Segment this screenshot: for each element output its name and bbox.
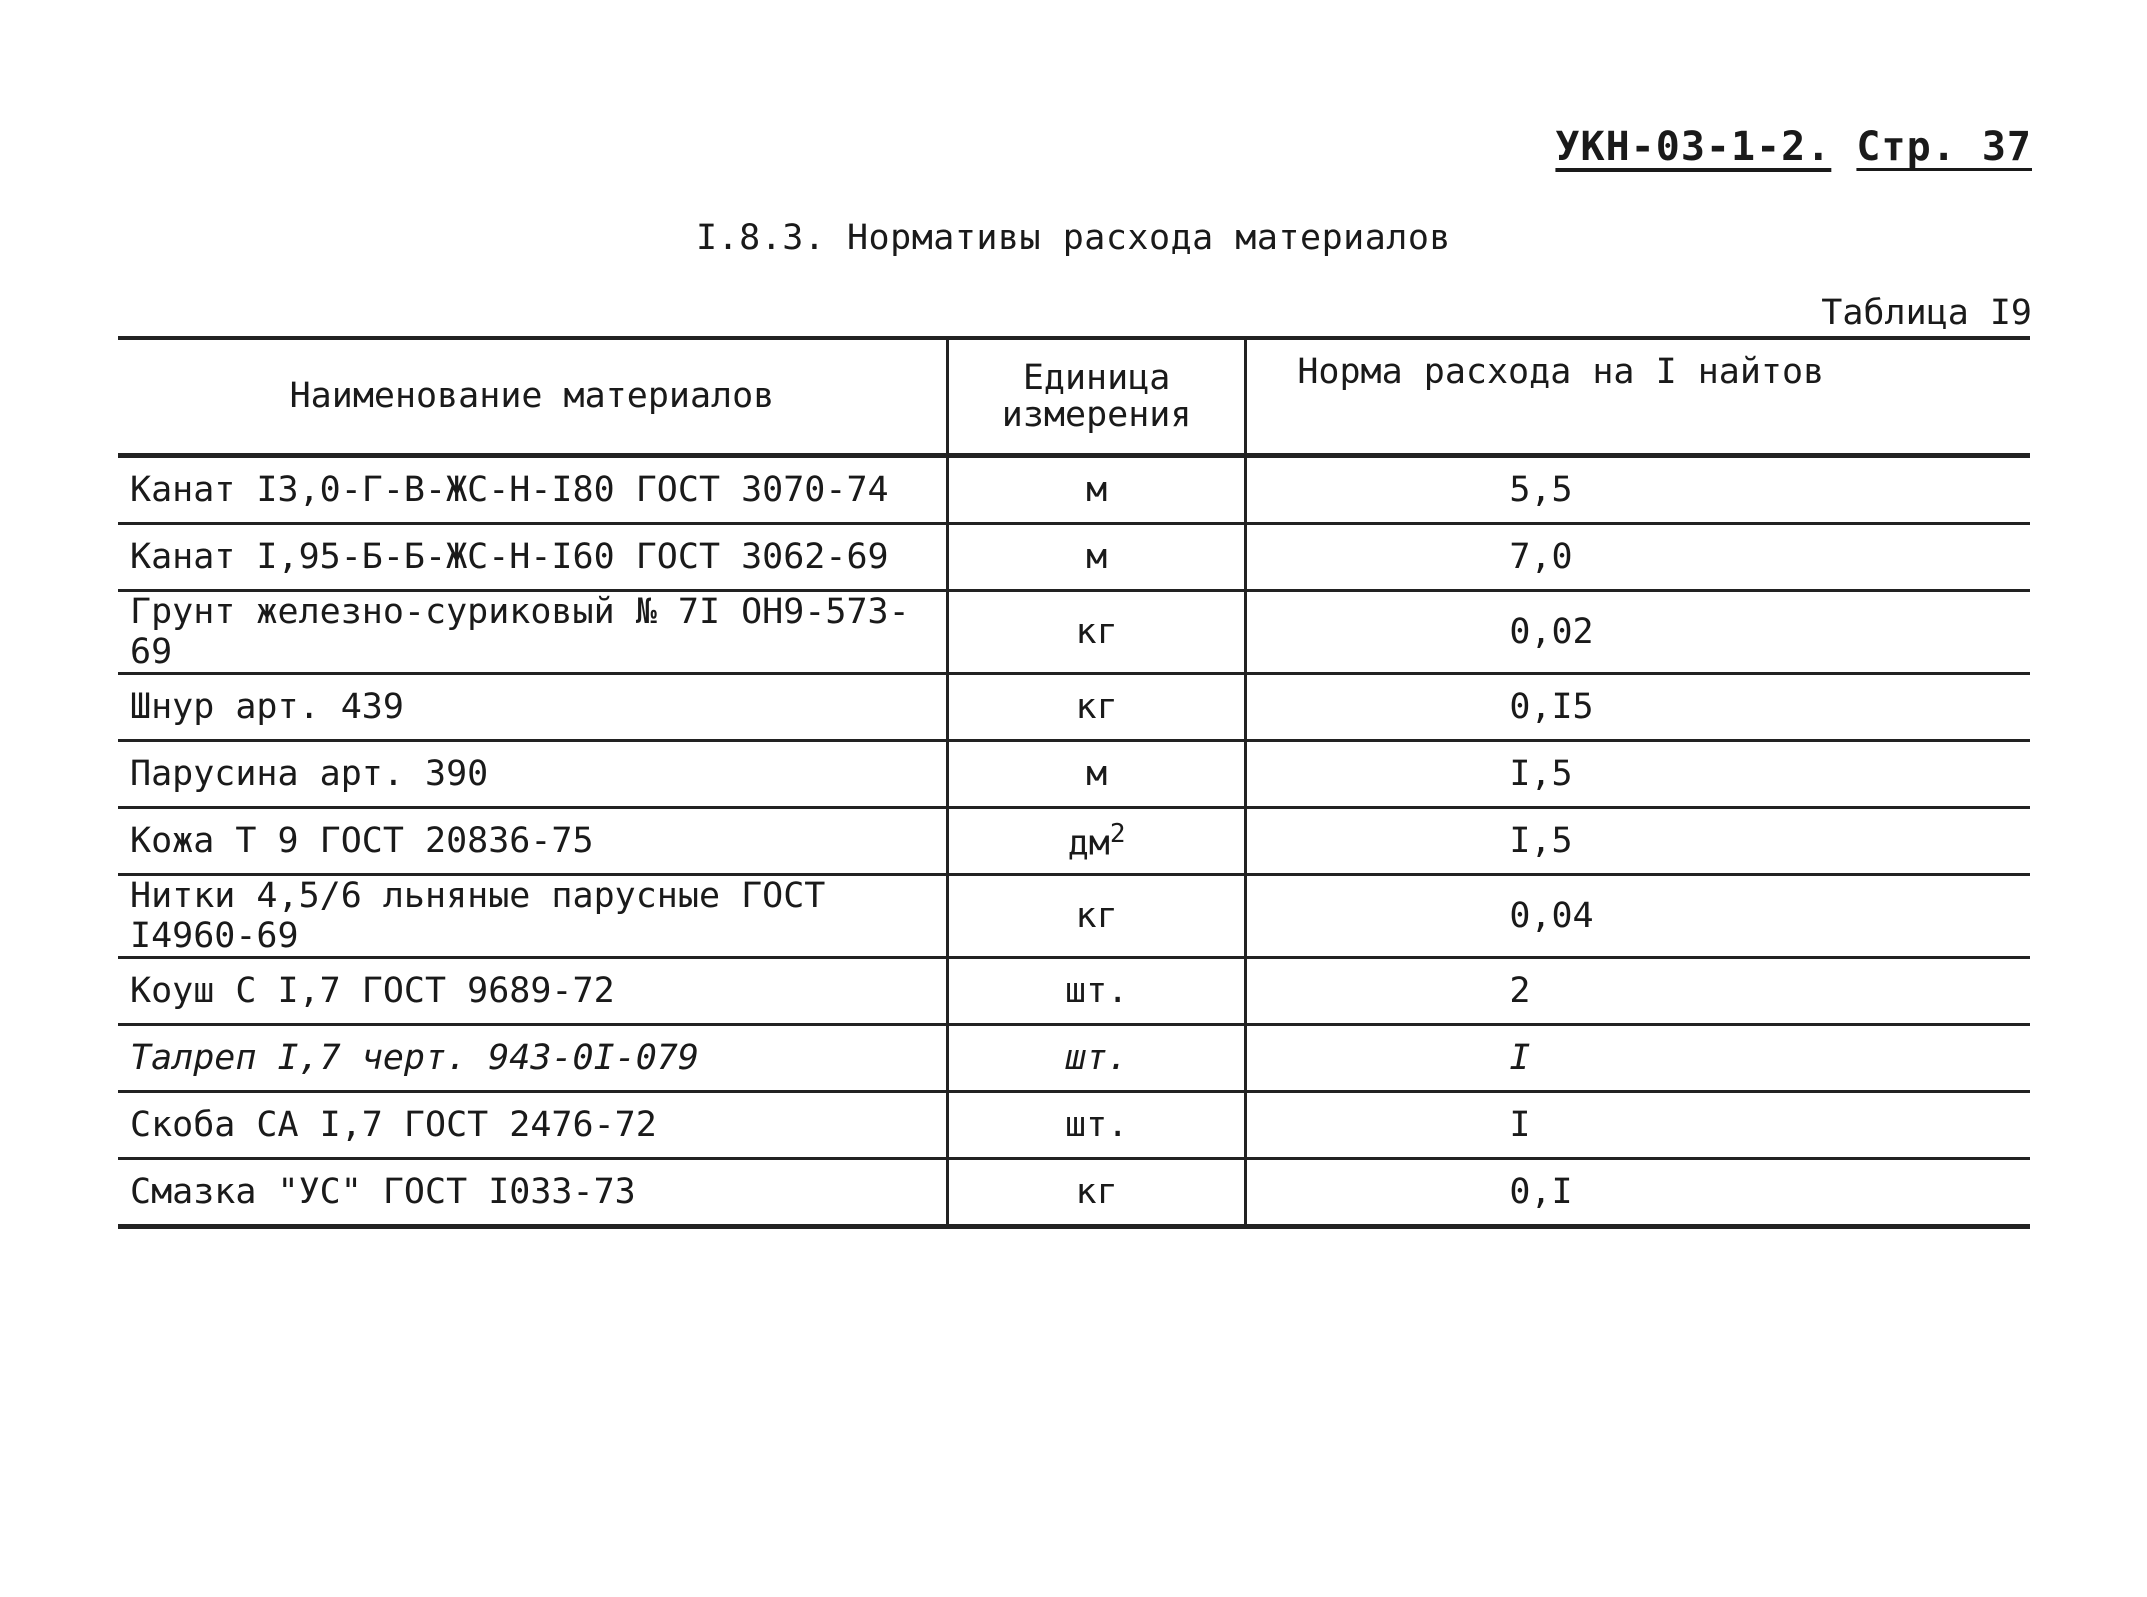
material-norm: I,5	[1246, 741, 2030, 808]
table-row	[118, 808, 2030, 875]
material-unit: шт.	[947, 1025, 1245, 1092]
material-unit: кг	[947, 1159, 1245, 1227]
table-row	[118, 875, 2030, 958]
column-header-name: Наименование материалов	[118, 338, 947, 456]
material-name: Смазка "УС" ГОСТ I033-73	[118, 1159, 947, 1227]
table-row	[118, 741, 2030, 808]
section-title: I.8.3. Нормативы расхода материалов	[695, 218, 1451, 258]
material-name: Грунт железно-суриковый № 7I ОН9-573-69	[118, 591, 947, 674]
material-name: Парусина арт. 390	[118, 741, 947, 808]
table-row	[118, 1159, 2030, 1227]
table-row	[118, 674, 2030, 741]
column-header-unit: Единица измерения	[947, 338, 1245, 456]
material-name: Скоба СА I,7 ГОСТ 2476-72	[118, 1092, 947, 1159]
material-unit: кг	[947, 875, 1245, 958]
material-name: Канат I,95-Б-Б-ЖС-Н-I60 ГОСТ 3062-69	[118, 524, 947, 591]
page-header	[1555, 124, 2032, 170]
material-norm: 0,04	[1246, 875, 2030, 958]
table-row	[118, 1092, 2030, 1159]
table-header-row	[118, 338, 2030, 456]
material-unit: кг	[947, 591, 1245, 674]
table-row	[118, 456, 2030, 524]
material-unit-cell	[947, 808, 1245, 875]
unit-superscript: 2	[1109, 818, 1126, 849]
page-number: Стр. 37	[1856, 124, 2032, 170]
material-norm: 0,02	[1246, 591, 2030, 674]
material-unit: м	[947, 524, 1245, 591]
table-row	[118, 591, 2030, 674]
material-norm: 5,5	[1246, 456, 2030, 524]
material-norm: 2	[1246, 958, 2030, 1025]
material-norm: 0,I	[1246, 1159, 2030, 1227]
material-norm: I	[1246, 1092, 2030, 1159]
material-name: Талреп I,7 черт. 943-0I-079	[118, 1025, 947, 1092]
material-unit: шт.	[947, 1092, 1245, 1159]
material-name: Кожа Т 9 ГОСТ 20836-75	[118, 808, 947, 875]
material-name: Шнур арт. 439	[118, 674, 947, 741]
table-caption: Таблица I9	[1821, 293, 2032, 333]
material-unit: шт.	[947, 958, 1245, 1025]
table-row	[118, 524, 2030, 591]
material-name: Коуш С I,7 ГОСТ 9689-72	[118, 958, 947, 1025]
table-row	[118, 958, 2030, 1025]
material-unit: м	[947, 741, 1245, 808]
material-name: Нитки 4,5/6 льняные парусные ГОСТ I4960-69	[118, 875, 947, 958]
document-code: УКН-03-1-2.	[1555, 124, 1832, 170]
material-unit: дм	[1067, 823, 1110, 864]
material-norm: 0,I5	[1246, 674, 2030, 741]
column-header-norm: Норма расхода на I найтов	[1246, 338, 2030, 456]
table-row	[118, 1025, 2030, 1092]
material-norm: I,5	[1246, 808, 2030, 875]
material-unit: кг	[947, 674, 1245, 741]
material-norm: 7,0	[1246, 524, 2030, 591]
materials-table	[118, 336, 2030, 1229]
material-name: Канат I3,0-Г-В-ЖС-Н-I80 ГОСТ 3070-74	[118, 456, 947, 524]
material-norm: I	[1246, 1025, 2030, 1092]
material-unit: м	[947, 456, 1245, 524]
